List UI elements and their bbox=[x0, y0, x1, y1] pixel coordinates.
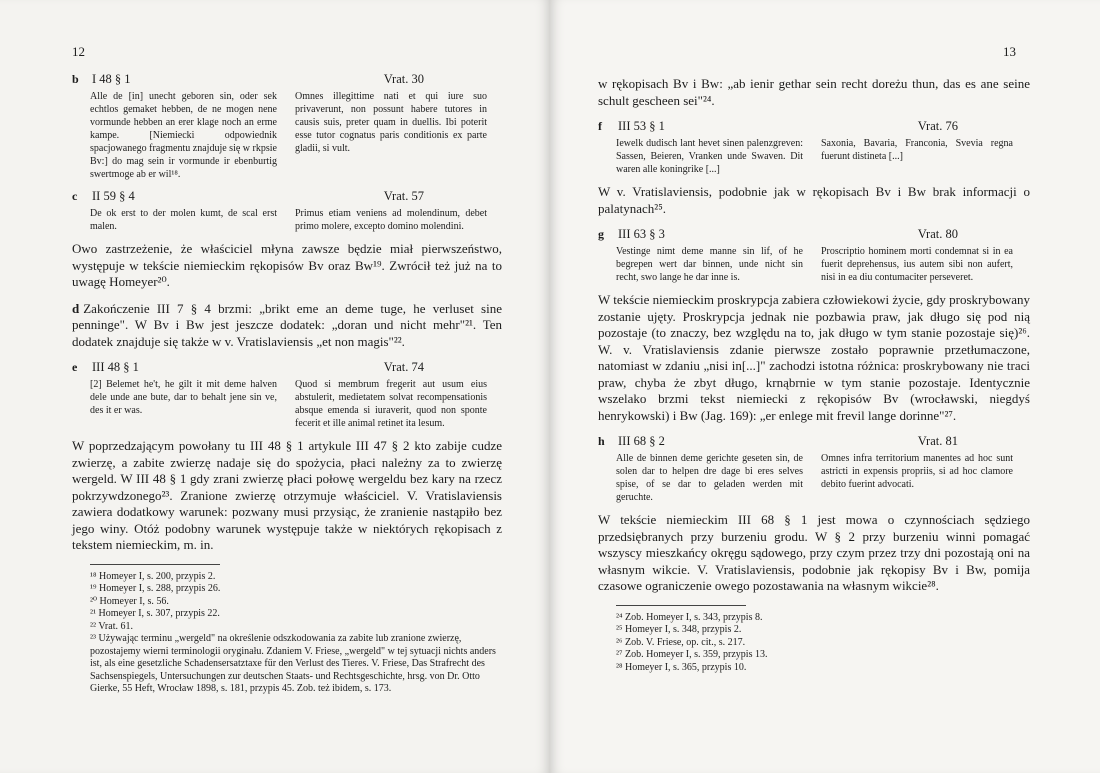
left-page-content bbox=[72, 72, 502, 696]
entry-ref: III 63 § 3 bbox=[618, 227, 665, 241]
entry-ref: III 53 § 1 bbox=[618, 119, 665, 133]
right-page bbox=[550, 0, 1100, 773]
body-paragraph: W tekście niemieckim proskrypcja zabiera człowiekowi życie, gdy proskrybowany zostanie ujęty. Proskrypcja jednak nie pozbawia praw, jak długo się pod nią pozostaje (to znaczy, bez względu na to, jak długo w tym stanie pozostaje się)²⁶. W. v. Vratislaviensis zdanie pierwsze zostało poprawnie przetłumaczone, natomiast w zdaniu „nisi in[...]" zachodzi istotna różnica: proskrybowany nie traci praw, chyba że zbyt długo, krnąbrnie w tym stanie pozostaje. Identycznie wszelako brzmi tekst niemiecki z rękopisów Bv (wrocławski, niegdyś henrykowski) i Bw (Jag. 169): „er enlege mit frevil lange dorinne"²⁷. bbox=[598, 292, 1030, 423]
entry-letter: b bbox=[72, 72, 79, 86]
footnote: ²⁶ Zob. V. Friese, op. cit., s. 217. bbox=[616, 636, 746, 648]
footnote-rule bbox=[616, 605, 746, 606]
footnote: ²⁰ Homeyer I, s. 56. bbox=[90, 595, 169, 607]
german-text: Vestinge nimt deme manne sin lif, of he begrepen wert dar binnen, unde nicht sin recht, swo lange he dar inne is. bbox=[616, 246, 803, 283]
entry-g-columns bbox=[598, 245, 1030, 284]
paragraph-text: Zakończenie III 7 § 4 brzmi: „brikt eme an deme tuge, he verluset sine penninge". W Bv i Bw jest jeszcze dodatek: „doran und nicht mehr"²¹. Ten dodatek znajduje się także w v. Vratislaviensis „et non magis"²². bbox=[72, 300, 502, 349]
body-paragraph: W v. Vratislaviensis, podobnie jak w rękopisach Bv i Bw brak informacji o palatynach²⁵. bbox=[598, 184, 1030, 216]
body-paragraph: W tekście niemieckim III 68 § 1 jest mowa o czynnościach sędziego przedsiębranych przy burzeniu grodu. W § 2 przy burzeniu winni pomagać wszyscy mieszkańcy okręgu sądowego, przy czym przez trzy dni pozostają oni na własnym wikcie. V. Vratislaviensis, podobnie jak rękopisy Bv i Bw, pomija czasowe ograniczenie owego pozostawania na własnym wikcie²⁸. bbox=[598, 512, 1030, 593]
german-text: Iewelk dudisch lant hevet sinen palenzgreven: Sassen, Beieren, Vranken unde Swaven. Dit waren alle koningrike [...] bbox=[616, 138, 803, 175]
latin-text: Saxonia, Bavaria, Franconia, Svevia regna fuerunt distineta [...] bbox=[821, 138, 1013, 162]
body-paragraph: Owo zastrzeżenie, że właściciel młyna zawsze będzie miał pierwszeństwo, występuje w tekście niemieckim rękopisów Bv oraz Bw¹⁹. Zwrócił też już na to uwagę Homeyer²⁰. bbox=[72, 241, 502, 289]
entry-vrat: Vrat. 57 bbox=[383, 189, 424, 203]
entry-letter: d bbox=[72, 300, 80, 316]
latin-text: Omnes infra territorium manentes ad hoc sunt astricti in expensis propriis, si ad hoc clamore debito fuerint advocati. bbox=[821, 453, 1013, 490]
footnote: ¹⁹ Homeyer I, s. 288, przypis 26. bbox=[90, 583, 221, 594]
entry-h-header bbox=[598, 434, 1030, 449]
entry-e-columns bbox=[72, 378, 502, 430]
entry-h-columns bbox=[598, 452, 1030, 504]
latin-text: Quod si membrum fregerit aut usum eius abstulerit, medietatem solvat recompensationis absque emenda si iuraverit, quod non sponte fecerit et ille animal retinet ita lesum. bbox=[295, 379, 487, 429]
footnotes bbox=[72, 571, 502, 696]
footnote: ²³ Używając terminu „wergeld" na określenie odszkodowania za zabite lub zranione zwierzę, pozostajemy wierni terminologii oryginału. Zdaniem V. Friese, „wergeld" w tej sytuacji nichts anders ist, als eine gesetzliche Schadensersatztaxe für den Verlust des Tieres. V. Friese, Das Strafrecht des Sachsenspiegels, Untersuchungen zur deutschen Staats- und Rechtsgeschichte, hrsg. von Dr. Otto Gierke, 55 Heft, Wrocław 1898, s. 181, przypis 45. Zob. też ibidem, s. 173. bbox=[90, 633, 496, 694]
entry-ref: II 59 § 4 bbox=[92, 189, 135, 203]
entry-c-columns bbox=[72, 207, 502, 233]
right-page-content bbox=[598, 72, 1030, 674]
footnote-rule bbox=[90, 564, 220, 565]
footnote: ²⁴ Zob. Homeyer I, s. 343, przypis 8. bbox=[616, 611, 763, 623]
body-paragraph: W poprzedzającym powołany tu III 48 § 1 artykule III 47 § 2 kto zabije cudze zwierzę, a zabite zwierzę nadaje się do spożycia, płaci należny za to zwierzę wergeld. W III 48 § 1 gdy zrani zwierzę płaci połowę wergeldu bez kary na rzecz pokrzywdzonego²³. Zranione zwierzę otrzymuje właściciel. V. Vratislaviensis zawiera dodatkowy warunek: pozwany musi przysiąc, że zranienie nastąpiło bez jego winy. Otóż podobny warunek występuje także w niektórych rękopisach z tekstem niemieckim, m. in. bbox=[72, 438, 502, 552]
latin-text: Primus etiam veniens ad molendinum, debet primo molere, excepto domino molendini. bbox=[295, 208, 487, 232]
footnote: ²⁸ Homeyer I, s. 365, przypis 10. bbox=[616, 661, 747, 673]
german-text: Alle de [in] unecht geboren sin, oder sek echtlos gemaket hebben, de ne mogen nene vormunde hebben an erer klage noch an erme kampe. [Niemiecki odpowiednik spacjowanego fragmentu znajduje się w rkpsie Bv:] do mag sein ir vormunde ir ebenburtig swertmoge ab er wil¹⁸. bbox=[90, 91, 277, 180]
latin-text: Proscriptio hominem morti condemnat si in ea fuerit deprehensus, ius autem sibi non aufert, nisi in ea diu contumaciter perseveret. bbox=[821, 246, 1013, 283]
entry-ref: III 48 § 1 bbox=[92, 360, 139, 374]
body-paragraph: w rękopisach Bv i Bw: „ab ienir gethar sein recht doreżu thun, das es ane seine schult gescheen sei"²⁴. bbox=[598, 76, 1030, 108]
entry-f-header bbox=[598, 119, 1030, 134]
footnote: ¹⁸ Homeyer I, s. 200, przypis 2. bbox=[90, 570, 216, 582]
entry-ref: III 68 § 2 bbox=[618, 434, 665, 448]
entry-vrat: Vrat. 81 bbox=[917, 434, 958, 448]
entry-letter: e bbox=[72, 360, 78, 374]
entry-b-header bbox=[72, 72, 502, 87]
german-text: Alle de binnen deme gerichte geseten sin, de solen dar to helpen dre dage bi eres selves spise, of se dar to geladen werden mit geruchte. bbox=[616, 453, 803, 503]
entry-letter: c bbox=[72, 189, 78, 203]
footnotes bbox=[598, 612, 1030, 675]
entry-vrat: Vrat. 74 bbox=[383, 360, 424, 374]
page-number: 12 bbox=[72, 44, 85, 59]
entry-vrat: Vrat. 76 bbox=[917, 119, 958, 133]
latin-text: Omnes illegittime nati et qui iure suo privaverunt, non possunt habere tutores in causis suis, preter quam in duellis. Ibi poterit esse tutor cognatus paris conditionis ex parte gladii, si vult. bbox=[295, 91, 487, 154]
entry-b-columns bbox=[72, 90, 502, 181]
page-number: 13 bbox=[1003, 44, 1016, 59]
entry-vrat: Vrat. 30 bbox=[383, 72, 424, 86]
footnote: ²¹ Homeyer I, s. 307, przypis 22. bbox=[90, 608, 220, 619]
footnote: ²² Vrat. 61. bbox=[90, 620, 133, 632]
footnote: ²⁷ Zob. Homeyer I, s. 359, przypis 13. bbox=[616, 649, 768, 660]
footnote: ²⁵ Homeyer I, s. 348, przypis 2. bbox=[616, 624, 742, 635]
entry-letter: g bbox=[598, 227, 604, 241]
entry-f-columns bbox=[598, 137, 1030, 176]
entry-ref: I 48 § 1 bbox=[92, 72, 131, 86]
entry-c-header bbox=[72, 189, 502, 204]
entry-vrat: Vrat. 80 bbox=[917, 227, 958, 241]
entry-letter: h bbox=[598, 434, 605, 448]
german-text: De ok erst to der molen kumt, de scal erst malen. bbox=[90, 208, 277, 232]
entry-letter: f bbox=[598, 119, 602, 133]
german-text: [2] Belemet he't, he gilt it mit deme halven dele unde ane bute, dar to behalt jene sin ve, des it er was. bbox=[90, 379, 277, 416]
entry-g-header bbox=[598, 227, 1030, 242]
entry-e-header bbox=[72, 360, 502, 375]
section-d-paragraph bbox=[72, 301, 502, 351]
